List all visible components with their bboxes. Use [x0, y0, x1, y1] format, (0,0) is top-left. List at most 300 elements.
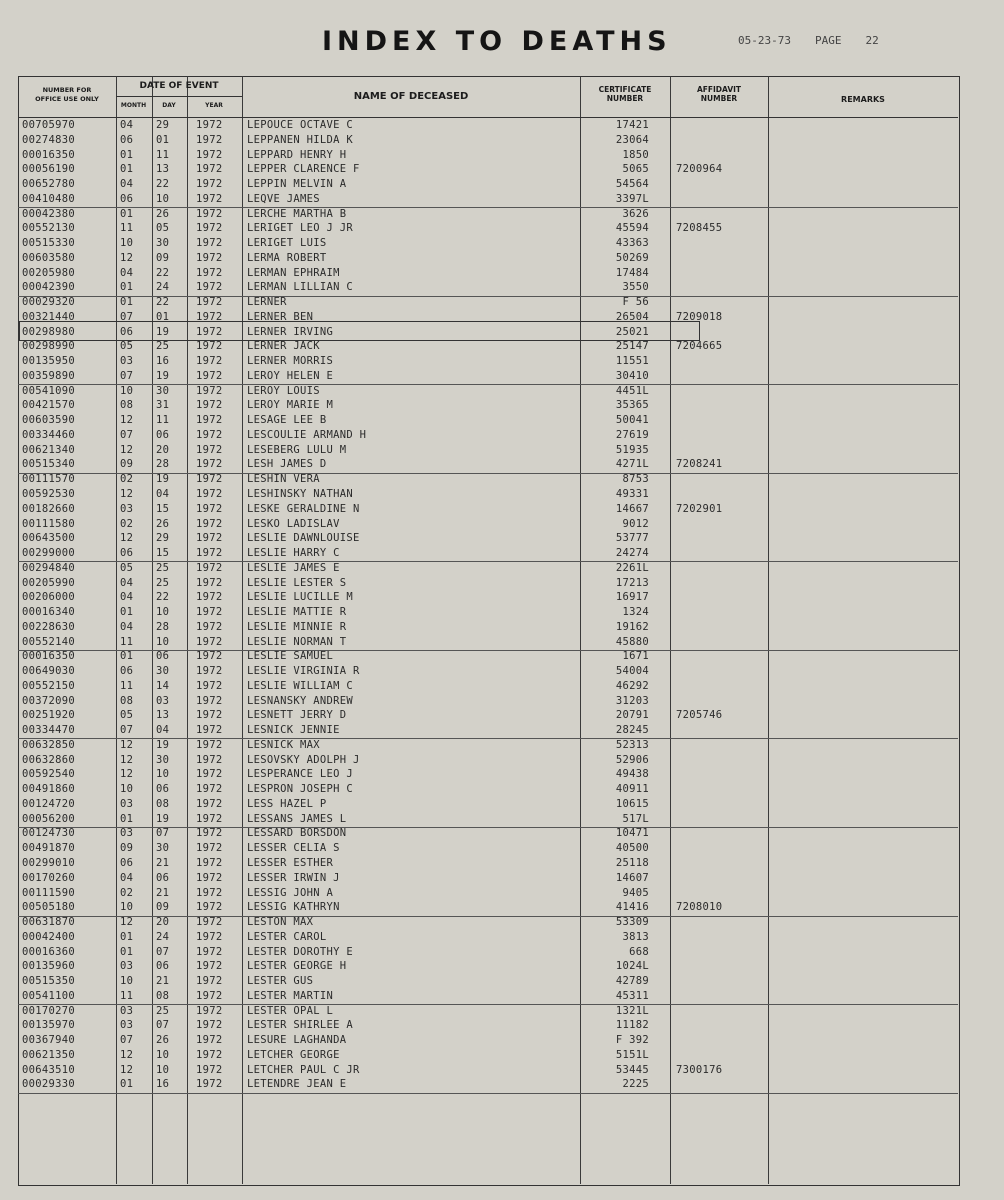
cell-m: 07 — [120, 310, 134, 323]
cell-name: LESSANS JAMES L — [247, 812, 347, 825]
cell-name: LERNER — [247, 296, 287, 309]
cell-y: 1972 — [196, 591, 223, 604]
cell-cert: 1850 — [622, 148, 649, 161]
cell-name: LESLIE WILLIAM C — [247, 679, 353, 692]
cell-m: 03 — [120, 1004, 134, 1017]
cell-y: 1972 — [196, 679, 223, 692]
cell-name: LESPRON JOSEPH C — [247, 783, 353, 796]
cell-num: 00056200 — [22, 812, 75, 825]
cell-cert: 14667 — [615, 502, 649, 515]
cell-m: 01 — [120, 296, 134, 309]
cell-d: 21 — [156, 975, 170, 988]
cell-m: 01 — [120, 606, 134, 619]
cell-d: 10 — [156, 1063, 170, 1076]
cell-num: 00299000 — [22, 547, 75, 560]
cell-cert: 5151L — [615, 1048, 649, 1061]
cell-name: LERNER IRVING — [247, 325, 334, 338]
cell-name: LESHIN VERA — [247, 473, 320, 486]
cell-name: LERCHE MARTHA B — [247, 207, 347, 220]
cell-d: 31 — [156, 399, 170, 412]
cell-y: 1972 — [196, 650, 223, 663]
cell-d: 21 — [156, 857, 170, 869]
cell-num: 00515330 — [22, 237, 75, 250]
cell-num: 00016340 — [22, 606, 75, 619]
cell-name: LEROY HELEN E — [247, 369, 334, 382]
cell-m: 10 — [120, 783, 134, 796]
cell-m: 12 — [120, 738, 134, 751]
cell-cert: 4271L — [615, 458, 649, 471]
cell-name: LESSIG JOHN A — [247, 886, 334, 899]
cell-num: 00652780 — [22, 178, 75, 191]
cell-cert: 26504 — [615, 310, 649, 323]
cell-num: 00515350 — [22, 975, 75, 988]
cell-num: 00621340 — [22, 443, 75, 456]
cell-name: LESLIE MINNIE R — [247, 620, 347, 633]
cell-cert: 3397L — [615, 192, 649, 205]
cell-cert: 40911 — [615, 783, 649, 796]
cell-m: 05 — [120, 709, 134, 722]
cell-d: 30 — [156, 753, 170, 766]
cell-num: 00643500 — [22, 532, 75, 545]
cell-d: 16 — [156, 355, 170, 368]
cell-name: LESLIE JAMES E — [247, 561, 340, 574]
cell-num: 00367940 — [22, 1034, 75, 1047]
cell-cert: 25021 — [615, 325, 649, 338]
cell-aff: 7205746 — [676, 709, 723, 722]
cell-m: 05 — [120, 561, 134, 574]
column-rule — [116, 76, 117, 1184]
cell-y: 1972 — [196, 886, 223, 899]
cell-y: 1972 — [196, 133, 223, 146]
cell-y: 1972 — [196, 547, 223, 560]
cell-cert: 42789 — [615, 975, 649, 988]
cell-m: 01 — [120, 163, 134, 176]
cell-num: 00541100 — [22, 989, 75, 1002]
cell-name: LERMAN LILLIAN C — [247, 281, 353, 294]
cell-num: 00505180 — [22, 901, 75, 914]
cell-cert: 52906 — [615, 753, 649, 766]
cell-name: LESKE GERALDINE N — [247, 502, 360, 515]
cell-name: LESTON MAX — [247, 916, 314, 929]
header-day: DAY — [162, 102, 176, 109]
cell-m: 11 — [120, 679, 134, 692]
cell-d: 06 — [156, 960, 170, 973]
cell-y: 1972 — [196, 355, 223, 368]
cell-y: 1972 — [196, 945, 223, 958]
cell-d: 30 — [156, 842, 170, 855]
cell-d: 01 — [156, 310, 170, 323]
cell-m: 04 — [120, 871, 134, 884]
cell-d: 29 — [156, 119, 170, 131]
cell-m: 12 — [120, 532, 134, 545]
cell-d: 28 — [156, 458, 170, 471]
group-rule — [18, 1093, 958, 1094]
cell-m: 03 — [120, 1019, 134, 1032]
cell-name: LESLIE VIRGINIA R — [247, 665, 360, 678]
cell-cert: 28245 — [615, 724, 649, 737]
cell-m: 06 — [120, 133, 134, 146]
cell-m: 01 — [120, 945, 134, 958]
cell-y: 1972 — [196, 119, 223, 131]
cell-m: 07 — [120, 724, 134, 737]
cell-m: 03 — [120, 502, 134, 515]
cell-name: LESH JAMES D — [247, 458, 327, 471]
cell-d: 10 — [156, 606, 170, 619]
cell-m: 07 — [120, 428, 134, 441]
cell-num: 00321440 — [22, 310, 75, 323]
cell-m: 11 — [120, 635, 134, 648]
cell-y: 1972 — [196, 148, 223, 161]
cell-d: 26 — [156, 1034, 170, 1047]
cell-cert: 23064 — [615, 133, 649, 146]
cell-name: LESTER OPAL L — [247, 1004, 334, 1017]
cell-num: 00298980 — [22, 325, 75, 338]
cell-num: 00359890 — [22, 369, 75, 382]
cell-d: 19 — [156, 812, 170, 825]
cell-m: 06 — [120, 857, 134, 869]
cell-cert: 3626 — [622, 207, 649, 220]
cell-d: 30 — [156, 665, 170, 678]
cell-y: 1972 — [196, 768, 223, 781]
page-number: 22 — [865, 34, 879, 47]
cell-y: 1972 — [196, 178, 223, 191]
header-number: NUMBER FOR OFFICE USE ONLY — [35, 86, 99, 103]
cell-y: 1972 — [196, 753, 223, 766]
cell-cert: 14607 — [615, 871, 649, 884]
cell-num: 00603590 — [22, 414, 75, 427]
cell-d: 28 — [156, 620, 170, 633]
cell-d: 22 — [156, 266, 170, 279]
cell-y: 1972 — [196, 871, 223, 884]
cell-y: 1972 — [196, 857, 223, 869]
cell-num: 00056190 — [22, 163, 75, 176]
cell-aff: 7208241 — [676, 458, 723, 471]
cell-cert: F 392 — [615, 1034, 649, 1047]
header-date-of-event: DATE OF EVENT — [139, 81, 219, 91]
cell-d: 11 — [156, 148, 170, 161]
cell-cert: 10471 — [615, 827, 649, 840]
cell-aff: 7208455 — [676, 222, 723, 235]
cell-cert: 30410 — [615, 369, 649, 382]
cell-y: 1972 — [196, 488, 223, 500]
header-certificate-number: CERTIFICATE NUMBER — [598, 85, 652, 103]
column-rule — [768, 76, 769, 1184]
cell-d: 07 — [156, 1019, 170, 1032]
cell-d: 06 — [156, 871, 170, 884]
cell-y: 1972 — [196, 709, 223, 722]
cell-cert: 53309 — [615, 916, 649, 929]
cell-y: 1972 — [196, 251, 223, 264]
cell-d: 16 — [156, 1078, 170, 1091]
cell-aff: 7204665 — [676, 340, 723, 353]
cell-m: 11 — [120, 222, 134, 235]
cell-cert: 17421 — [615, 119, 649, 131]
cell-d: 05 — [156, 222, 170, 235]
cell-name: LESS HAZEL P — [247, 797, 327, 810]
cell-m: 12 — [120, 443, 134, 456]
cell-name: LESSIG KATHRYN — [247, 901, 340, 914]
cell-d: 01 — [156, 133, 170, 146]
cell-y: 1972 — [196, 384, 223, 397]
cell-cert: 49331 — [615, 488, 649, 500]
cell-num: 00170260 — [22, 871, 75, 884]
cell-m: 09 — [120, 458, 134, 471]
cell-d: 21 — [156, 886, 170, 899]
cell-m: 04 — [120, 119, 134, 131]
cell-m: 03 — [120, 797, 134, 810]
cell-cert: 17213 — [615, 576, 649, 589]
cell-name: LESTER CAROL — [247, 930, 327, 943]
cell-cert: 10615 — [615, 797, 649, 810]
cell-d: 22 — [156, 178, 170, 191]
cell-name: LERMAN EPHRAIM — [247, 266, 340, 279]
cell-num: 00182660 — [22, 502, 75, 515]
cell-aff: 7300176 — [676, 1063, 723, 1076]
cell-y: 1972 — [196, 325, 223, 338]
page-title: INDEX TO DEATHS — [322, 26, 672, 57]
cell-cert: 50269 — [615, 251, 649, 264]
cell-m: 10 — [120, 975, 134, 988]
column-rule — [242, 76, 243, 1184]
cell-m: 12 — [120, 753, 134, 766]
date-group-rule — [116, 96, 242, 97]
cell-name: LESTER GUS — [247, 975, 314, 988]
cell-num: 00251920 — [22, 709, 75, 722]
cell-num: 00552140 — [22, 635, 75, 648]
cell-y: 1972 — [196, 989, 223, 1002]
cell-y: 1972 — [196, 1048, 223, 1061]
cell-num: 00206000 — [22, 591, 75, 604]
cell-num: 00029330 — [22, 1078, 75, 1091]
cell-num: 00135960 — [22, 960, 75, 973]
highlight-box — [19, 321, 700, 341]
cell-y: 1972 — [196, 561, 223, 574]
cell-m: 02 — [120, 517, 134, 530]
cell-d: 30 — [156, 384, 170, 397]
cell-cert: 8753 — [622, 473, 649, 486]
cell-y: 1972 — [196, 296, 223, 309]
cell-m: 02 — [120, 886, 134, 899]
cell-num: 00632850 — [22, 738, 75, 751]
cell-cert: 41416 — [615, 901, 649, 914]
cell-y: 1972 — [196, 916, 223, 929]
cell-num: 00111580 — [22, 517, 75, 530]
cell-name: LETCHER GEORGE — [247, 1048, 340, 1061]
cell-d: 09 — [156, 251, 170, 264]
cell-d: 25 — [156, 561, 170, 574]
cell-m: 07 — [120, 369, 134, 382]
cell-d: 22 — [156, 591, 170, 604]
cell-cert: 54564 — [615, 178, 649, 191]
cell-d: 06 — [156, 783, 170, 796]
cell-cert: 9405 — [622, 886, 649, 899]
cell-m: 06 — [120, 665, 134, 678]
cell-num: 00649030 — [22, 665, 75, 678]
cell-cert: 3813 — [622, 930, 649, 943]
cell-y: 1972 — [196, 930, 223, 943]
cell-name: LESLIE NORMAN T — [247, 635, 347, 648]
cell-m: 06 — [120, 325, 134, 338]
cell-cert: 45880 — [615, 635, 649, 648]
cell-m: 04 — [120, 576, 134, 589]
cell-y: 1972 — [196, 1034, 223, 1047]
cell-y: 1972 — [196, 797, 223, 810]
cell-m: 02 — [120, 473, 134, 486]
cell-cert: 25118 — [615, 857, 649, 869]
cell-y: 1972 — [196, 665, 223, 678]
cell-name: LEPPIN MELVIN A — [247, 178, 347, 191]
cell-name: LETENDRE JEAN E — [247, 1078, 347, 1091]
cell-d: 10 — [156, 635, 170, 648]
cell-y: 1972 — [196, 975, 223, 988]
cell-name: LESSER ESTHER — [247, 857, 334, 869]
cell-cert: 1321L — [615, 1004, 649, 1017]
cell-m: 01 — [120, 812, 134, 825]
cell-d: 04 — [156, 488, 170, 500]
cell-d: 15 — [156, 547, 170, 560]
cell-cert: 9012 — [622, 517, 649, 530]
cell-d: 25 — [156, 1004, 170, 1017]
cell-m: 12 — [120, 488, 134, 500]
cell-aff: 7209018 — [676, 310, 723, 323]
cell-name: LESOVSKY ADOLPH J — [247, 753, 360, 766]
cell-aff: 7200964 — [676, 163, 723, 176]
cell-m: 12 — [120, 251, 134, 264]
cell-d: 19 — [156, 473, 170, 486]
cell-num: 00205980 — [22, 266, 75, 279]
cell-d: 08 — [156, 989, 170, 1002]
cell-d: 13 — [156, 163, 170, 176]
column-rule — [152, 76, 153, 1184]
page-label: PAGE — [814, 34, 842, 47]
cell-num: 00541090 — [22, 384, 75, 397]
cell-y: 1972 — [196, 163, 223, 176]
cell-num: 00042400 — [22, 930, 75, 943]
cell-y: 1972 — [196, 1004, 223, 1017]
cell-cert: 45311 — [615, 989, 649, 1002]
cell-num: 00124720 — [22, 797, 75, 810]
cell-d: 10 — [156, 1048, 170, 1061]
cell-m: 03 — [120, 355, 134, 368]
cell-y: 1972 — [196, 694, 223, 707]
cell-cert: 2225 — [622, 1078, 649, 1091]
cell-num: 00631870 — [22, 916, 75, 929]
cell-y: 1972 — [196, 1019, 223, 1032]
cell-num: 00205990 — [22, 576, 75, 589]
cell-y: 1972 — [196, 207, 223, 220]
cell-cert: 1671 — [622, 650, 649, 663]
cell-y: 1972 — [196, 517, 223, 530]
cell-y: 1972 — [196, 369, 223, 382]
cell-d: 26 — [156, 207, 170, 220]
header-month: MONTH — [120, 102, 147, 109]
cell-y: 1972 — [196, 237, 223, 250]
cell-num: 00491860 — [22, 783, 75, 796]
cell-d: 19 — [156, 369, 170, 382]
cell-y: 1972 — [196, 310, 223, 323]
cell-m: 12 — [120, 414, 134, 427]
cell-d: 25 — [156, 576, 170, 589]
cell-cert: 2261L — [615, 561, 649, 574]
cell-aff: 7202901 — [676, 502, 723, 515]
cell-cert: 35365 — [615, 399, 649, 412]
cell-d: 10 — [156, 192, 170, 205]
cell-num: 00515340 — [22, 458, 75, 471]
cell-m: 01 — [120, 1078, 134, 1091]
cell-y: 1972 — [196, 827, 223, 840]
cell-cert: 20791 — [615, 709, 649, 722]
cell-name: LEROY MARIE M — [247, 399, 334, 412]
cell-y: 1972 — [196, 620, 223, 633]
cell-num: 00111590 — [22, 886, 75, 899]
cell-name: LETCHER PAUL C JR — [247, 1063, 360, 1076]
cell-d: 19 — [156, 325, 170, 338]
cell-num: 00372090 — [22, 694, 75, 707]
cell-name: LERMA ROBERT — [247, 251, 327, 264]
cell-y: 1972 — [196, 724, 223, 737]
cell-m: 01 — [120, 930, 134, 943]
cell-m: 07 — [120, 1034, 134, 1047]
cell-cert: 11551 — [615, 355, 649, 368]
cell-name: LEPPER CLARENCE F — [247, 163, 360, 176]
cell-cert: 31203 — [615, 694, 649, 707]
cell-cert: 51935 — [615, 443, 649, 456]
cell-num: 00042380 — [22, 207, 75, 220]
cell-num: 00228630 — [22, 620, 75, 633]
cell-name: LESSARD BORSDON — [247, 827, 347, 840]
cell-num: 00274830 — [22, 133, 75, 146]
cell-num: 00016360 — [22, 945, 75, 958]
cell-num: 00410480 — [22, 192, 75, 205]
cell-num: 00029320 — [22, 296, 75, 309]
cell-m: 04 — [120, 591, 134, 604]
cell-num: 00603580 — [22, 251, 75, 264]
cell-cert: 668 — [629, 945, 649, 958]
cell-d: 20 — [156, 916, 170, 929]
cell-cert: 50041 — [615, 414, 649, 427]
cell-name: LESPERANCE LEO J — [247, 768, 353, 781]
cell-cert: 46292 — [615, 679, 649, 692]
cell-num: 00111570 — [22, 473, 75, 486]
cell-cert: 45594 — [615, 222, 649, 235]
header-remarks: REMARKS — [841, 95, 885, 104]
cell-name: LERIGET LEO J JR — [247, 222, 353, 235]
cell-m: 01 — [120, 148, 134, 161]
cell-num: 00334460 — [22, 428, 75, 441]
cell-name: LESSER CELIA S — [247, 842, 340, 855]
cell-y: 1972 — [196, 443, 223, 456]
cell-name: LESLIE MATTIE R — [247, 606, 347, 619]
cell-cert: 43363 — [615, 237, 649, 250]
cell-name: LESNANSKY ANDREW — [247, 694, 353, 707]
cell-y: 1972 — [196, 635, 223, 648]
cell-d: 24 — [156, 281, 170, 294]
cell-y: 1972 — [196, 222, 223, 235]
cell-num: 00124730 — [22, 827, 75, 840]
cell-y: 1972 — [196, 414, 223, 427]
cell-d: 15 — [156, 502, 170, 515]
cell-name: LEQVE JAMES — [247, 192, 320, 205]
cell-num: 00170270 — [22, 1004, 75, 1017]
cell-num: 00592540 — [22, 768, 75, 781]
cell-m: 09 — [120, 842, 134, 855]
cell-name: LESNICK JENNIE — [247, 724, 340, 737]
cell-d: 06 — [156, 650, 170, 663]
cell-name: LESTER SHIRLEE A — [247, 1019, 353, 1032]
cell-cert: 25147 — [615, 340, 649, 353]
cell-num: 00299010 — [22, 857, 75, 869]
cell-num: 00621350 — [22, 1048, 75, 1061]
